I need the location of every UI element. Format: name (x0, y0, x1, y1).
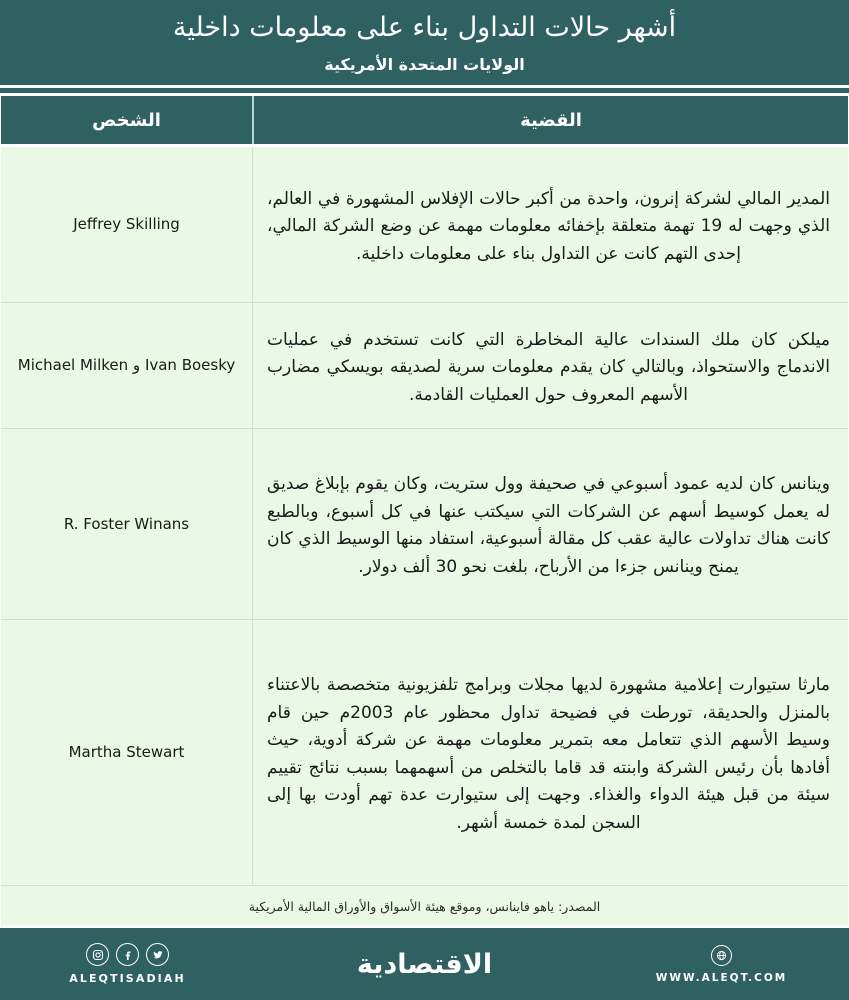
case-cell (252, 429, 848, 619)
table-row (1, 147, 848, 303)
person-cell (1, 429, 252, 619)
table-header-row (1, 96, 848, 144)
instagram-icon[interactable] (86, 943, 109, 966)
page-subtitle: الولايات المتحدة الأمريكية (324, 55, 525, 75)
case-text: مارثا ستيوارت إعلامية مشهورة لديها مجلات وبرامج تلفزيونية متخصصة بالاعتناء بالمنزل والحديقة، تورطت في فضيحة تداول محظور عام 2003م حين قام وسيط الأسهم الذي تتعامل معه بتمرير معلومات مهمة عن شركة أدوية، حيث أفادها بأن رئيس الشركة وابنته قد قاما بالتخلص من أسهمهما بسبب نتائج تقييم سيئة من قبل هيئة الدواء والغذاء. وجهت إلى ستيوارت عدة تهم أودت بها إلى السجن لمدة خمسة أشهر. (267, 675, 830, 833)
person-cell (1, 303, 252, 428)
footer-brand-latin: ALEQTISADIAH (69, 972, 186, 985)
source-row (1, 886, 848, 928)
footer-social-block (0, 943, 255, 985)
page-title: أشهر حالات التداول بناء على معلومات داخلية (172, 12, 677, 43)
case-text: ميلكن كان ملك السندات عالية المخاطرة التي كانت تستخدم في عمليات الاندماج والاستحواذ، وبالتالي كان يقدم معلومات سرية لصديقه بويسكي مضارب الأسهم المعروف حول العمليات القادمة. (267, 329, 830, 405)
twitter-icon[interactable] (146, 943, 169, 966)
person-name: Jeffrey Skilling (73, 215, 180, 234)
footer-website-url: WWW.ALEQT.COM (655, 971, 788, 984)
table-row (1, 429, 848, 620)
person-cell (1, 620, 252, 885)
case-text: المدير المالي لشركة إنرون، واحدة من أكبر حالات الإفلاس المشهورة في العالم، الذي وجهت له 19 تهمة متعلقة بإخفائه معلومات مهمة عن وضع الشركة المالي، إحدى التهم كانت عن التداول بناء على معلومات داخلية. (267, 188, 830, 264)
column-header-case: القضية (252, 96, 848, 144)
case-cell (252, 303, 848, 428)
table-row (1, 303, 848, 429)
data-table (0, 93, 849, 928)
person-name: R. Foster Winans (63, 514, 190, 533)
facebook-icon[interactable] (116, 943, 139, 966)
person-name: Michael Milken و Ivan Boesky (17, 356, 236, 375)
table-row (1, 620, 848, 886)
person-cell (1, 147, 252, 302)
person-name: Martha Stewart (68, 743, 185, 762)
footer-logo-arabic: الاقتصادية (356, 948, 493, 980)
footer-bar (0, 928, 849, 1000)
table-body (1, 144, 848, 928)
column-header-person: الشخص (92, 109, 161, 131)
case-text: وينانس كان لديه عمود أسبوعي في صحيفة وول ستريت، وكان يقوم بإبلاغ صديق له يعمل كوسيط أسهم عن الشركات التي سيكتب عنها في كل أسبوع، وبالطبع كانت هناك تداولات عالية عقب كل مقالة أسبوعية، استفاد منها الوسيط الذي كان يمنح وينانس جزءا من الأرباح، بلغت نحو 30 ألف دولار. (267, 474, 830, 577)
title-block (0, 0, 849, 85)
case-cell (252, 620, 848, 885)
case-cell (252, 147, 848, 302)
footer-logo-block (255, 949, 594, 980)
globe-icon (711, 945, 732, 966)
source-text: المصدر: ياهو فاينانس، وموقع هيئة الأسواق والأوراق المالية الأمريكية (248, 898, 601, 914)
social-links (86, 943, 169, 966)
footer-website-block (594, 945, 849, 984)
